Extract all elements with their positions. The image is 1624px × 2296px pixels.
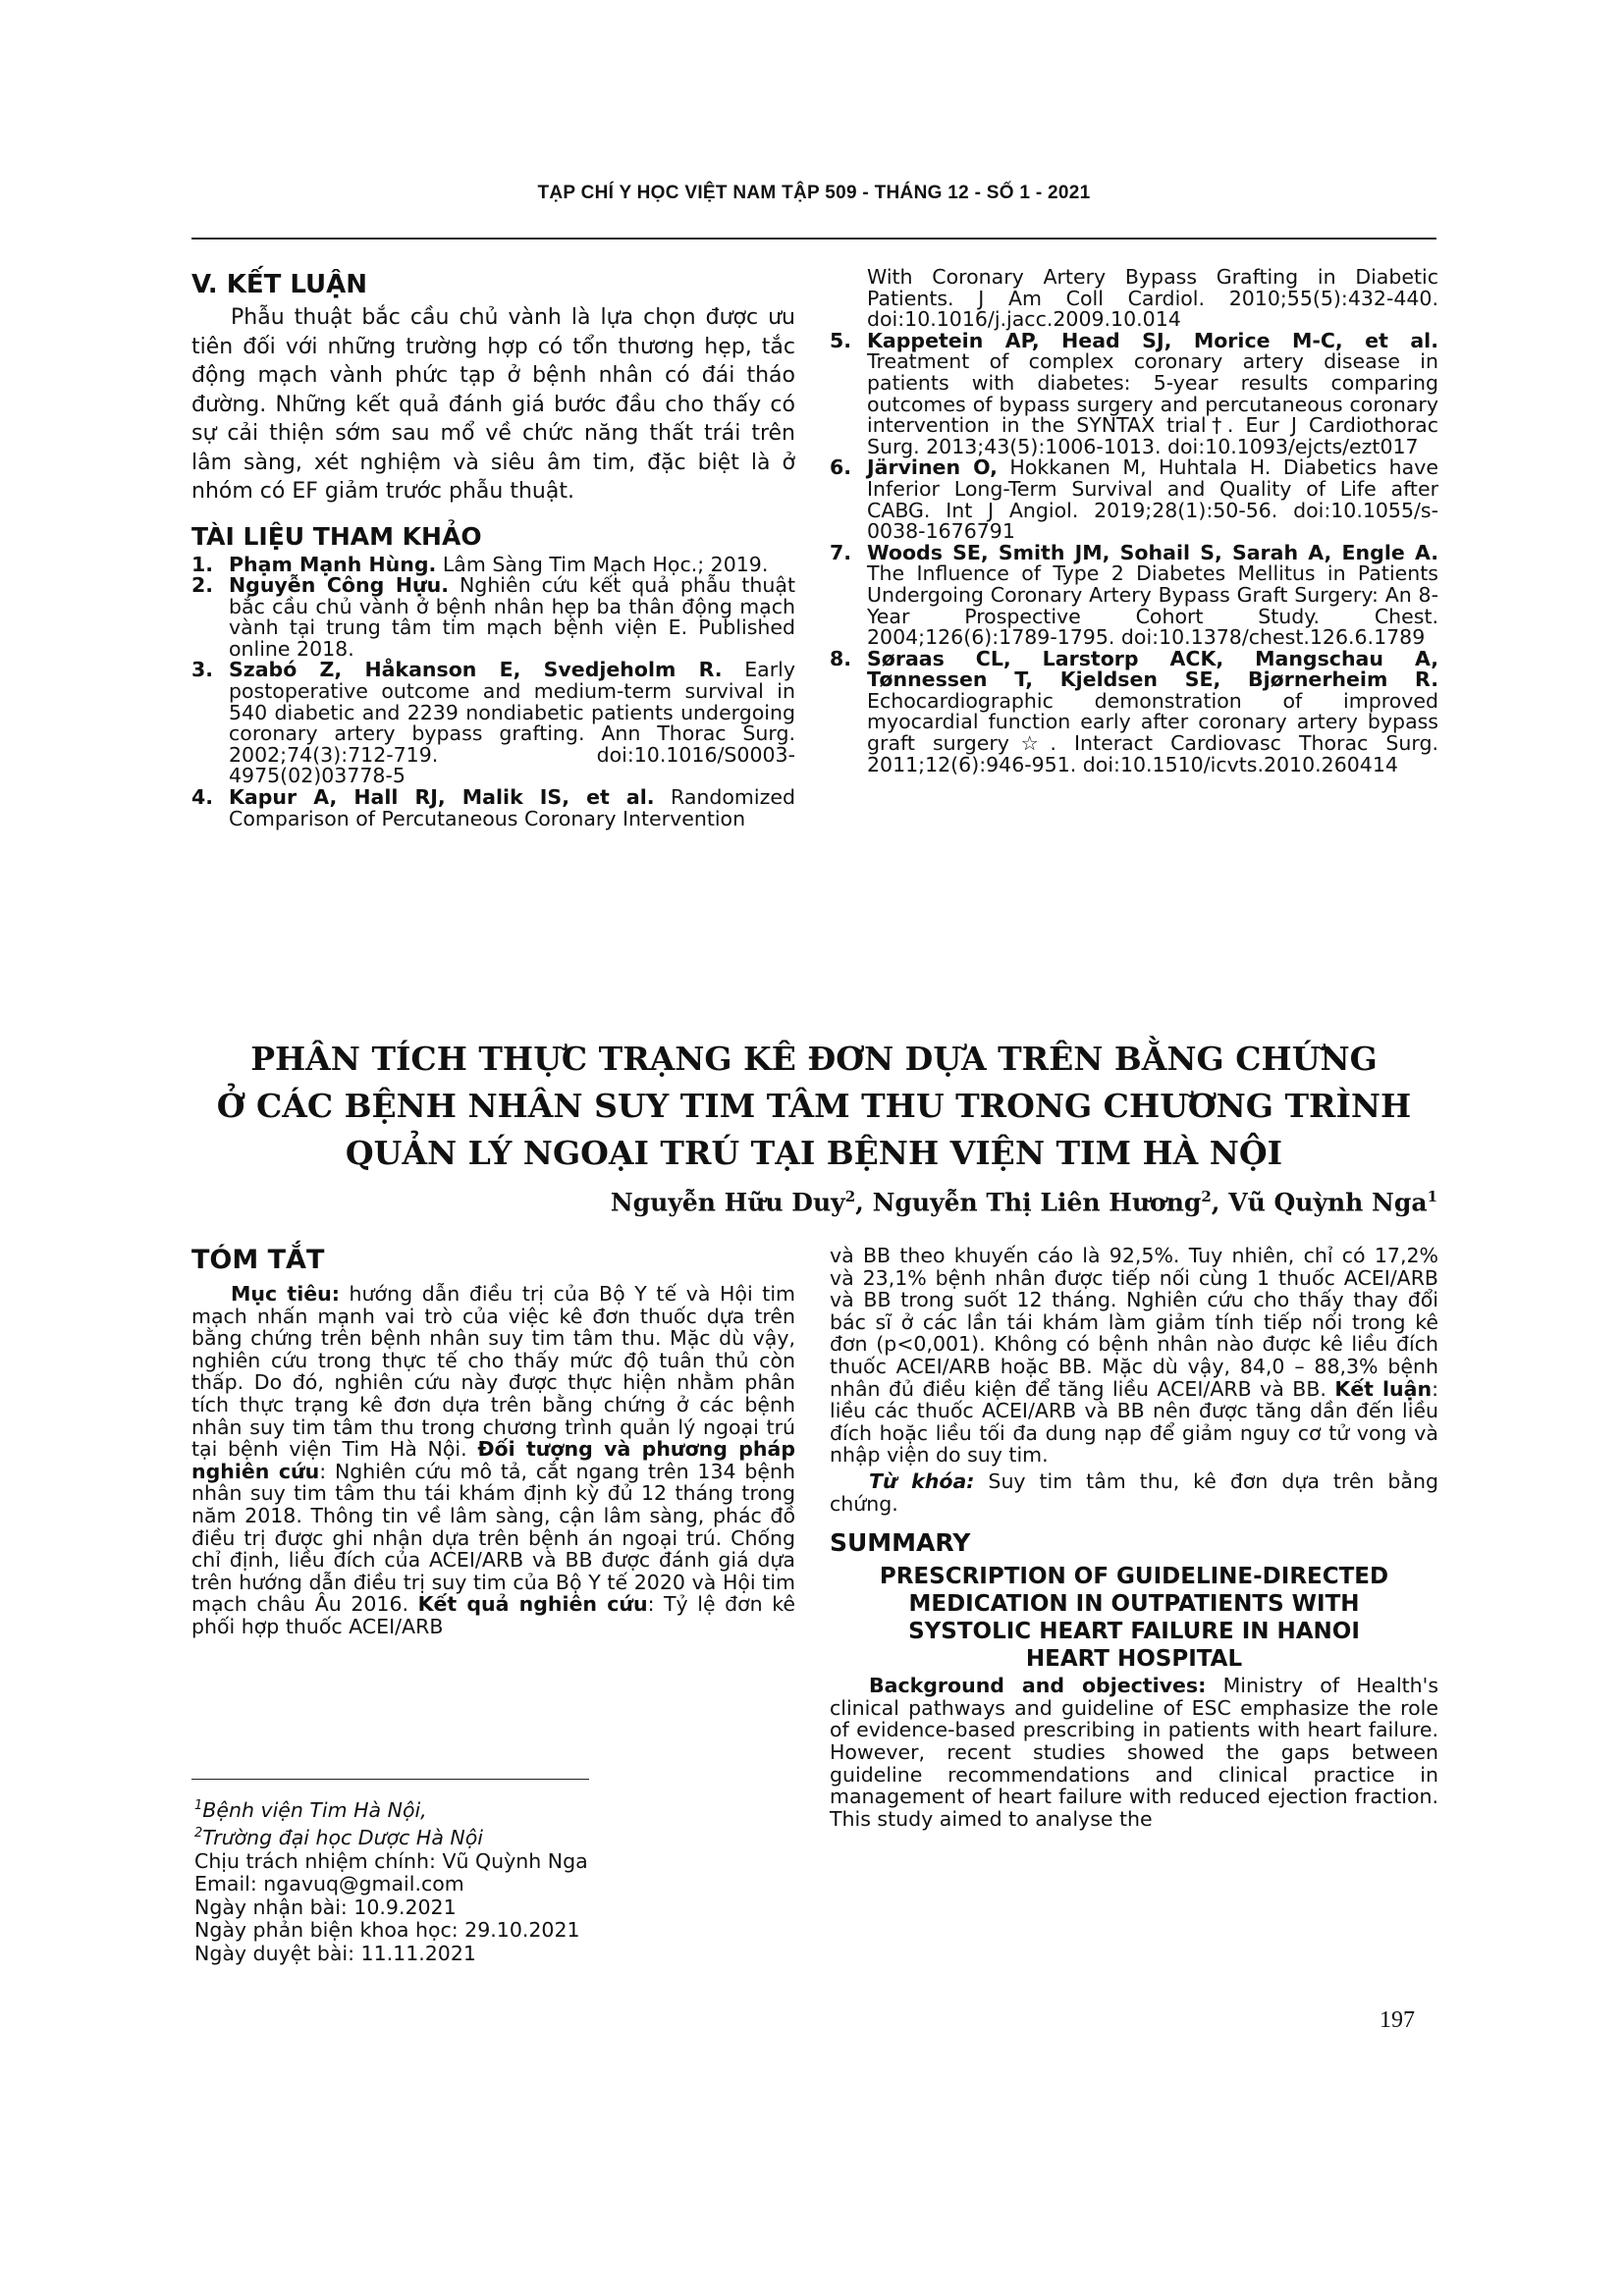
- left-column: [191, 270, 795, 829]
- affiliation-mark: 2: [194, 1826, 203, 1842]
- page-number: 197: [1380, 2007, 1415, 2033]
- reference-4-continued: With Coronary Artery Bypass Grafting in Diabetic Patients. J Am Coll Cardiol. 2010;55(5):432-440. doi:10.1016/j.jacc.2009.10.014: [867, 265, 1438, 332]
- summary-article-title: [830, 1563, 1438, 1673]
- affiliation-text: Bệnh viện Tim Hà Nội,: [202, 1797, 427, 1822]
- reference-authors: Kappetein AP, Head SJ, Morice M-C, et al.: [867, 328, 1438, 352]
- responsible-author: Chịu trách nhiệm chính: Vũ Quỳnh Nga: [194, 1848, 588, 1873]
- reference-text: Lâm Sàng Tim Mạch Học.; 2019.: [436, 552, 769, 576]
- abstract-body: [191, 1283, 795, 1638]
- author-affiliation-mark: 1: [1427, 1188, 1437, 1205]
- reference-number: 2.: [191, 573, 214, 598]
- conclusion-label: Kết luận: [1334, 1376, 1433, 1401]
- methods-text: : Nghiên cứu mô tả, cắt ngang trên 134 bệnh nhân suy tim tâm thu tái khám định kỳ đủ 12 tháng trong năm 2018. Thông tin về lâm sàng, cận lâm sàng, phác đồ điều trị được ghi nhận dựa trên bệnh án ngoại trú. Chống chỉ định, liều đích của ACEI/ARB và BB được đánh giá dựa trên hướng dẫn điều trị suy tim của Bộ Y tế 2020 và Hội tim mạch châu Âu 2016.: [191, 1459, 795, 1617]
- methods-label: Đối tượng và phương pháp nghiên cứu: [191, 1437, 795, 1483]
- reference-number: 1.: [191, 552, 214, 576]
- reference-number: 4.: [191, 785, 214, 810]
- reference-5: [830, 328, 1438, 458]
- reference-authors: Søraas CL, Larstorp ACK, Mangschau A, Tønnessen T, Kjeldsen SE, Bjørnerheim R.: [867, 646, 1438, 692]
- date-reviewed: Ngày phản biện khoa học: 29.10.2021: [194, 1918, 580, 1943]
- reference-3: [191, 660, 795, 787]
- reference-text: Randomized Comparison of Percutaneous Coronary Intervention: [229, 785, 795, 830]
- abstract-vietnamese: [191, 1245, 795, 1638]
- author-separator: ,: [855, 1188, 873, 1217]
- references-title: TÀI LIỆU THAM KHẢO: [191, 521, 482, 551]
- background-text: Ministry of Health's clinical pathways and guideline of ESC emphasize the role of evidence-based prescribing in patients with heart failure. However, recent studies showed the gaps between guideline recommendations and clinical practice in management of heart failure with reduced ejection fraction. This study aimed to analyse the: [830, 1674, 1438, 1831]
- reference-authors: Järvinen O,: [867, 455, 998, 480]
- reference-text: Nghiên cứu kết quả phẫu thuật bắc cầu chủ vành ở bệnh nhân hẹp ba thân động mạch vành tại trung tâm tim mạch bệnh viện E. Published online 2018.: [229, 573, 795, 661]
- author-name: Nguyễn Hữu Duy: [610, 1188, 845, 1217]
- abstract-body-continued: [830, 1245, 1438, 1467]
- right-column: [830, 267, 1438, 775]
- reference-authors: Woods SE, Smith JM, Sohail S, Sarah A, Engle A.: [867, 540, 1438, 564]
- conclusion-text: : liều các thuốc ACEI/ARB và BB nên được tăng dần đến liều đích hoặc liều tối đa dung nạp để giảm nguy cơ tử vong và nhập viện do suy tim.: [830, 1376, 1438, 1468]
- keywords-text: Suy tim tâm thu, kê đơn dựa trên bằng chứng.: [830, 1468, 1438, 1516]
- results-label: Kết quả nghiên cứu: [417, 1592, 648, 1617]
- reference-number: 5.: [830, 328, 852, 352]
- journal-header: TẠP CHÍ Y HỌC VIỆT NAM TẬP 509 - THÁNG 12 - SỐ 1 - 2021: [537, 183, 1091, 203]
- results-text: : Tỷ lệ đơn kê phối hợp thuốc ACEI/ARB: [191, 1592, 795, 1638]
- affiliation-2: [194, 1822, 784, 1849]
- results-text-continued: và BB theo khuyến cáo là 92,5%. Tuy nhiên, chỉ có 17,2% và 23,1% bệnh nhân được tiếp nối cùng 1 thuốc ACEI/ARB và BB trong suốt 12 tháng. Nghiên cứu cho thấy thay đổi bác sĩ ở các lần tái khám làm giảm tính tiếp nối trong kê đơn (p<0,001). Không có bệnh nhân nào được kê liều đích thuốc ACEI/ARB hoặc BB. Mặc dù vậy, 84,0 – 88,3% bệnh nhân đủ điều kiện để tăng liều ACEI/ARB và BB.: [830, 1244, 1438, 1401]
- reference-authors: Kapur A, Hall RJ, Malik IS, et al.: [229, 785, 655, 810]
- footnotes: [194, 1794, 784, 1965]
- keywords: [830, 1470, 1438, 1515]
- summary-title: SUMMARY: [830, 1528, 971, 1558]
- header-rule: [191, 238, 1436, 240]
- reference-4: [191, 787, 795, 829]
- reference-8: [830, 646, 1438, 776]
- affiliation-mark: 1: [194, 1798, 203, 1813]
- abstract-title: TÓM TẮT: [191, 1245, 325, 1275]
- author-affiliation-mark: 2: [1201, 1188, 1212, 1205]
- reference-number: 6.: [830, 455, 852, 480]
- article-title-line: PHÂN TÍCH THỰC TRẠNG KÊ ĐƠN DỰA TRÊN BẰNG CHỨNG: [250, 1040, 1378, 1078]
- reference-2: [191, 575, 795, 660]
- objective-label: Mục tiêu:: [231, 1282, 340, 1306]
- reference-text: Echocardiographic demonstration of improved myocardial function early after coronary artery bypass graft surgery☆. Interact Cardiovasc Thorac Surg. 2011;12(6):946-951. doi:10.1510/icvts.2010.260414: [867, 688, 1438, 776]
- affiliation-1: [194, 1794, 784, 1822]
- author-list: [611, 1188, 1437, 1216]
- reference-text: Early postoperative outcome and medium-term survival in 540 diabetic and 2239 nondiabetic patients undergoing coronary artery bypass grafting. Ann Thorac Surg. 2002;74(3):712-719. doi:10.1016/S0003-4975(02)03778-5: [229, 658, 795, 788]
- background-label: Background and objectives:: [869, 1674, 1207, 1698]
- author-name: Nguyễn Thị Liên Hương: [872, 1188, 1202, 1217]
- footnote-rule: [191, 1779, 589, 1780]
- reference-1: [191, 552, 795, 576]
- date-accepted: Ngày duyệt bài: 11.11.2021: [194, 1941, 476, 1965]
- author-affiliation-mark: 2: [844, 1188, 856, 1205]
- reference-text: The Influence of Type 2 Diabetes Mellitus in Patients Undergoing Coronary Artery Bypass Graft Surgery: An 8-Year Prospective Cohort Study. Chest. 2004;126(6):1789-1795. doi:10.1378/chest.126.6.1789: [867, 561, 1438, 650]
- article-title-line: Ở CÁC BỆNH NHÂN SUY TIM TÂM THU TRONG CHƯƠNG TRÌNH: [216, 1087, 1412, 1125]
- conclusion-title: V. KẾT LUẬN: [191, 270, 368, 299]
- reference-number: 3.: [191, 658, 214, 682]
- email: Email: ngavuq@gmail.com: [194, 1872, 464, 1896]
- reference-text: Hokkanen M, Huhtala H. Diabetics have Inferior Long-Term Survival and Quality of Life after CABG. Int J Angiol. 2019;28(1):50-56. doi:10.1055/s-0038-1676791: [867, 455, 1438, 544]
- keywords-label: Từ khóa:: [869, 1468, 975, 1493]
- conclusion-text: Phẫu thuật bắc cầu chủ vành là lựa chọn được ưu tiên đối với những trường hợp có tổn thương hẹp, tắc động mạch vành phức tạp ở bệnh nhân có đái tháo đường. Những kết quả đánh giá bước đầu cho thấy có sự cải thiện sớm sau mổ về chức năng thất trái trên lâm sàng, xét nghiệm và siêu âm tim, đặc biệt là ở nhóm có EF giảm trước phẫu thuật.: [191, 305, 795, 504]
- reference-number: 7.: [830, 540, 852, 564]
- reference-authors: Szabó Z, Håkanson E, Svedjeholm R.: [229, 658, 723, 682]
- summary-body: [830, 1675, 1438, 1830]
- reference-7: [830, 540, 1438, 650]
- summary-title-line: MEDICATION IN OUTPATIENTS WITH: [908, 1591, 1360, 1618]
- reference-authors: Phạm Mạnh Hùng.: [229, 552, 437, 576]
- summary-title-line: SYSTOLIC HEART FAILURE IN HANOI: [908, 1619, 1360, 1645]
- abstract-continued: [830, 1245, 1438, 1830]
- affiliation-text: Trường đại học Dược Hà Nội: [202, 1826, 483, 1850]
- author-name: Vũ Quỳnh Nga: [1228, 1188, 1428, 1217]
- reference-text: Treatment of complex coronary artery disease in patients with diabetes: 5-year results comparing outcomes of bypass surgery and percutaneous coronary intervention in the SYNTAX trial†. Eur J Cardiothorac Surg. 2013;43(5):1006-1013. doi:10.1093/ejcts/ezt017: [867, 349, 1438, 458]
- reference-6: [830, 457, 1438, 542]
- article-title-line: QUẢN LÝ NGOẠI TRÚ TẠI BỆNH VIỆN TIM HÀ NỘI: [345, 1134, 1283, 1172]
- reference-authors: Nguyễn Công Hựu.: [229, 573, 449, 598]
- author-separator: ,: [1211, 1188, 1229, 1217]
- date-received: Ngày nhận bài: 10.9.2021: [194, 1895, 457, 1919]
- article-title: [191, 1036, 1436, 1177]
- summary-title-line: PRESCRIPTION OF GUIDELINE-DIRECTED: [879, 1564, 1389, 1590]
- objective-text: hướng dẫn điều trị của Bộ Y tế và Hội tim mạch nhấn mạnh vai trò của việc kê đơn thuốc dựa trên bằng chứng trên bệnh nhân suy tim tâm thu. Mặc dù vậy, nghiên cứu trong thực tế cho thấy mức độ tuân thủ còn thấp. Do đó, nghiên cứu này được thực hiện nhằm phân tích thực trạng kê đơn dựa trên bằng chứng ở các bệnh nhân suy tim tâm thu trong chương trình quản lý ngoại trú tại bệnh viện Tim Hà Nội.: [191, 1282, 795, 1462]
- summary-title-line: HEART HOSPITAL: [1025, 1646, 1243, 1673]
- reference-number: 8.: [830, 646, 852, 670]
